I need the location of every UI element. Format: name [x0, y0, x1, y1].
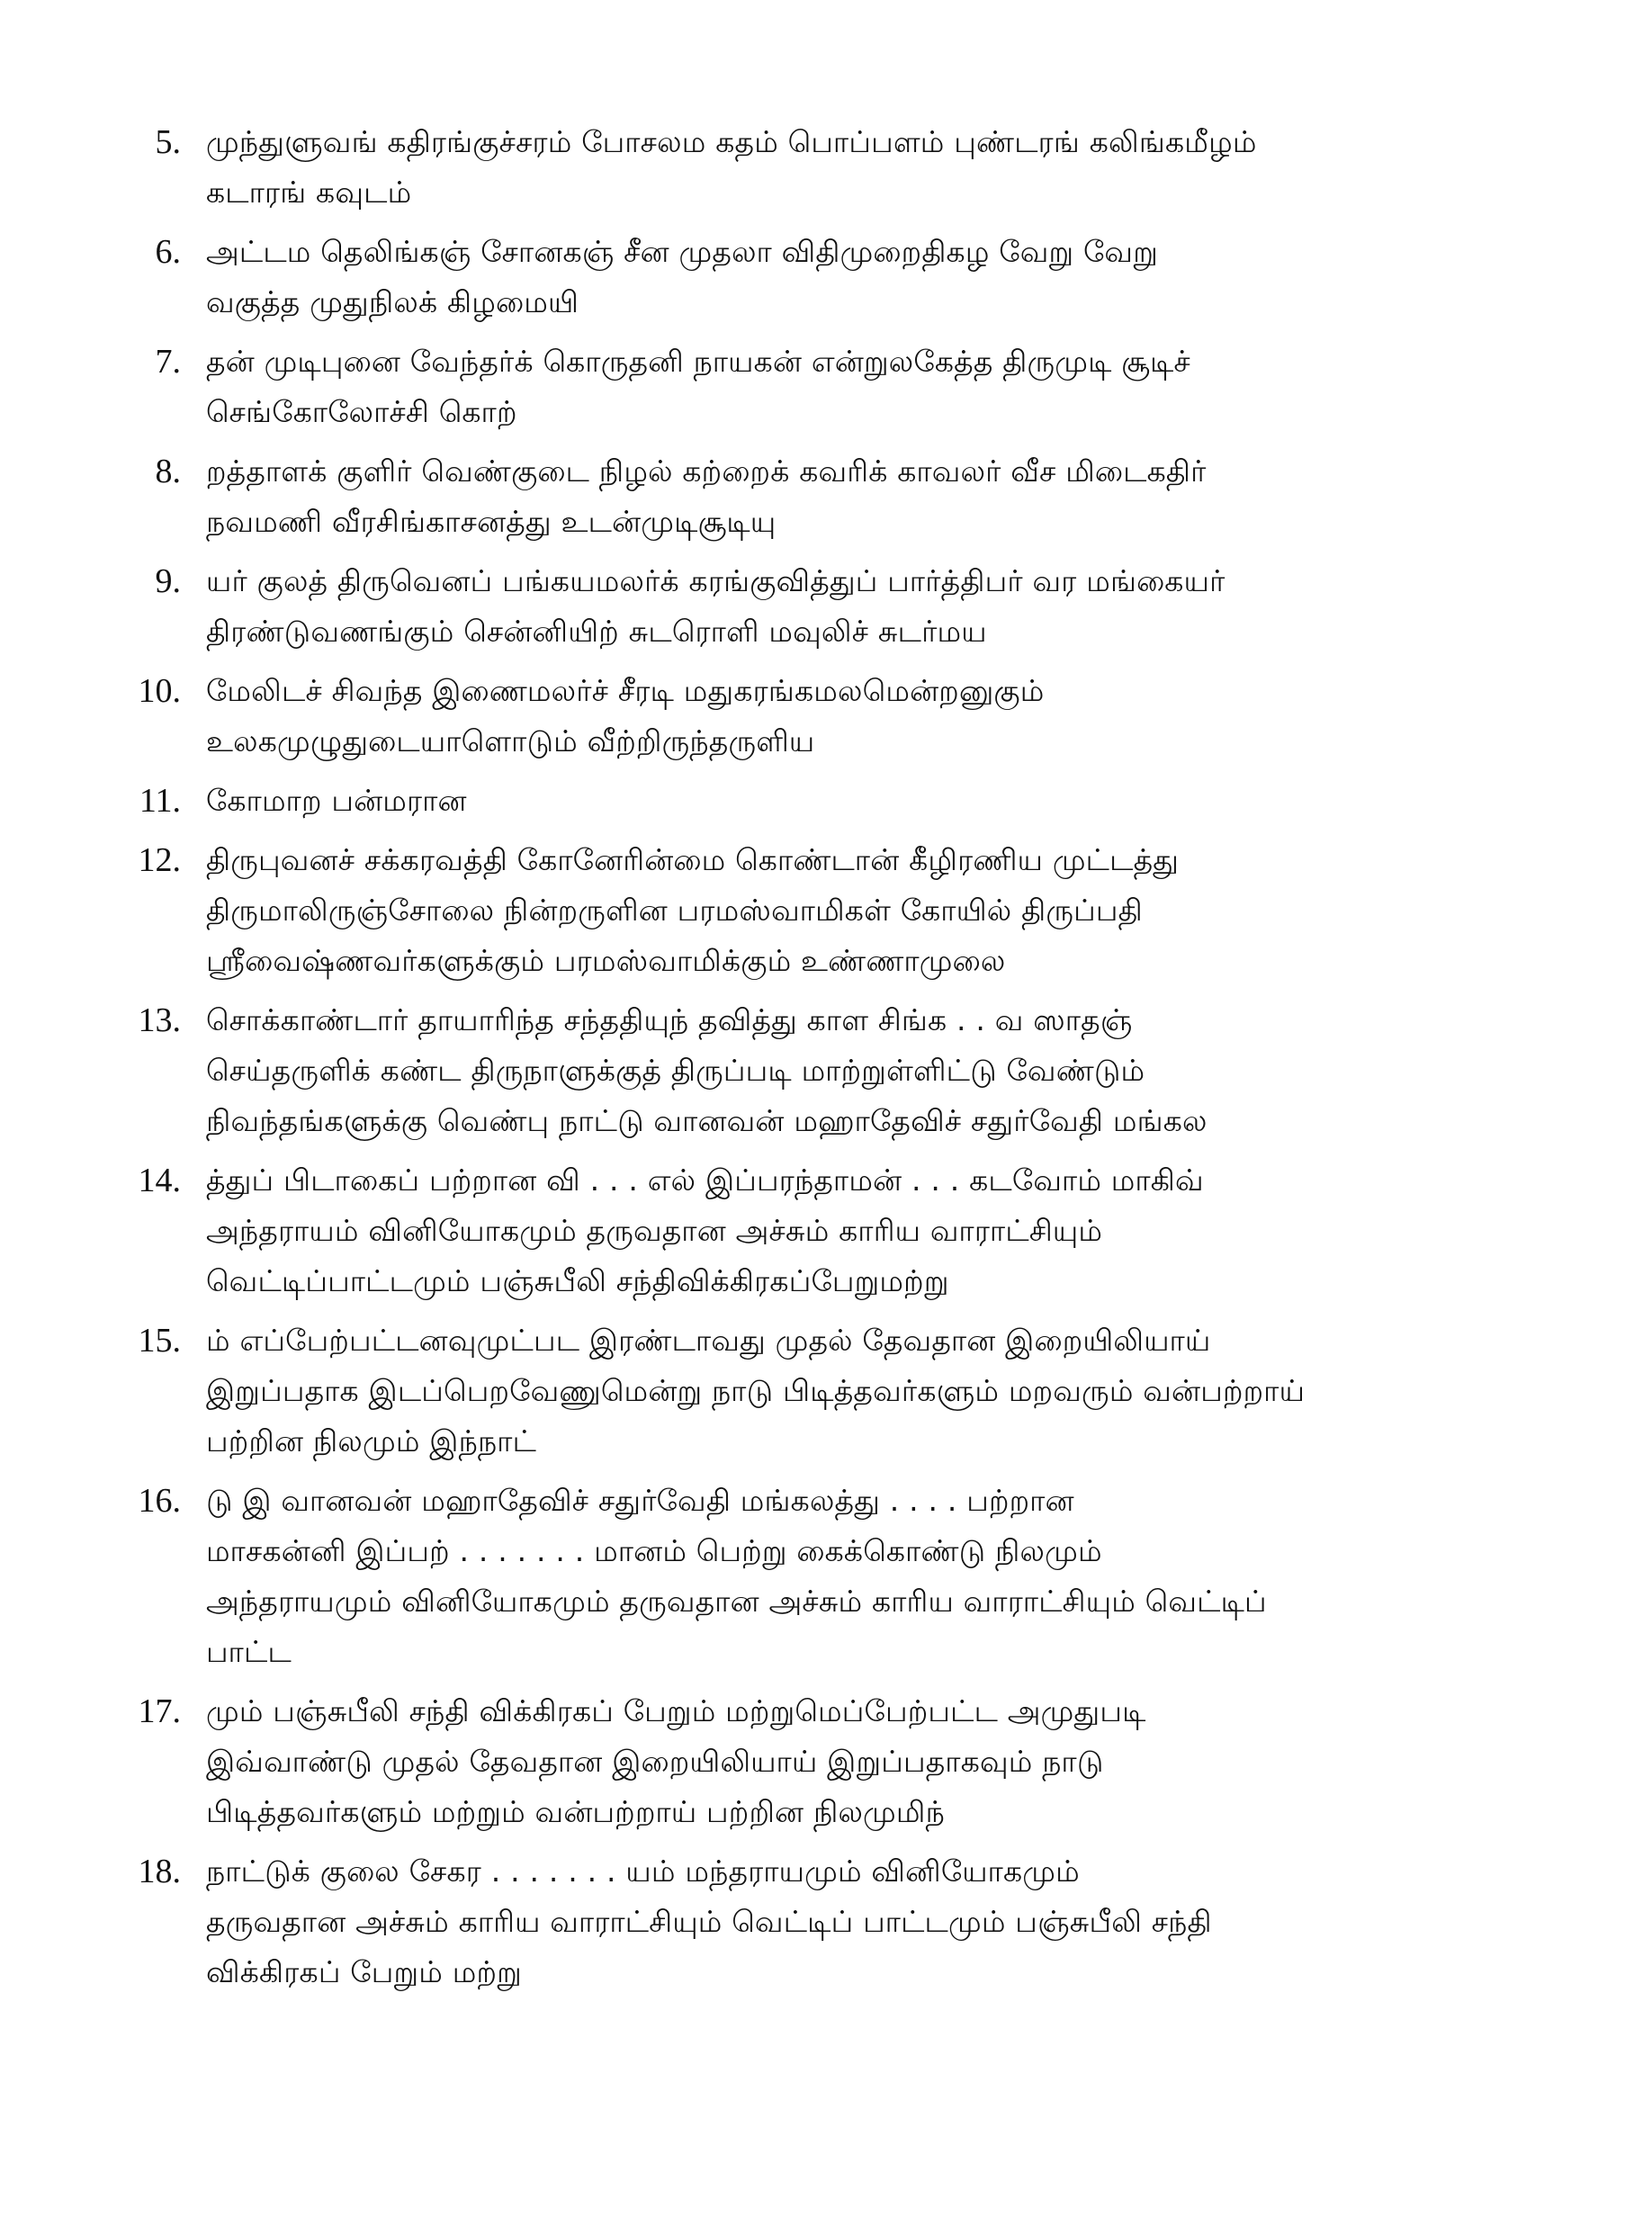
text-line: செங்கோலோச்சி கொற்	[206, 394, 517, 429]
line-text	[206, 776, 1562, 826]
text-line: விக்கிரகப் பேறும் மற்று	[206, 1954, 522, 1989]
line-entry	[86, 1846, 1562, 1997]
line-text	[206, 835, 1562, 986]
text-line: வெட்டிப்பாட்டமும் பஞ்சுபீலி சந்திவிக்கிரகப்பேறுமற்று	[206, 1263, 949, 1298]
text-line: நாட்டுக் குலை சேகர . . . . . . . யம் மந்தராயமும் வினியோகமும்	[206, 1854, 1080, 1889]
text-line: அட்டம தெலிங்கஞ் சோனகஞ் சீன முதலா விதிமுறைதிகழ வேறு வேறு	[206, 234, 1158, 269]
line-entry	[86, 1155, 1562, 1306]
line-text	[206, 1686, 1562, 1837]
text-line: நவமணி வீரசிங்காசனத்து உடன்முடிசூடியு	[206, 504, 777, 539]
line-text	[206, 117, 1562, 218]
text-line: உலகமுழுதுடையாளொடும் வீற்றிருந்தருளிய	[206, 723, 815, 758]
text-line: த்துப் பிடாகைப் பற்றான வி . . . எல் இப்பரந்தாமன் . . . கடவோம் மாகிவ்	[206, 1162, 1204, 1198]
line-number: 15.	[138, 1322, 181, 1360]
line-text	[206, 227, 1562, 328]
line-entry	[86, 227, 1562, 328]
text-line: ஸ்ரீவைஷ்ணவர்களுக்கும் பரமஸ்வாமிக்கும் உண்ணாமுலை	[206, 943, 1006, 978]
line-number: 7.	[155, 343, 181, 381]
text-line: மேலிடச் சிவந்த இணைமலர்ச் சீரடி மதுகரங்கமலமென்றனுகும்	[206, 673, 1045, 708]
line-entry	[86, 337, 1562, 437]
line-number: 12.	[138, 841, 181, 879]
line-number: 18.	[138, 1853, 181, 1890]
line-number: 10.	[138, 672, 181, 710]
line-number: 13.	[138, 1001, 181, 1039]
line-number: 5.	[155, 123, 181, 161]
line-text	[206, 1315, 1562, 1467]
line-number: 17.	[138, 1692, 181, 1730]
line-entry	[86, 446, 1562, 547]
text-line: திருபுவனச் சக்கரவத்தி கோனேரின்மை கொண்டான் கீழிரணிய முட்டத்து	[206, 842, 1180, 877]
line-entry	[86, 556, 1562, 657]
text-line: தருவதான அச்சும் காரிய வாராட்சியும் வெட்டிப் பாட்டமும் பஞ்சுபீலி சந்தி	[206, 1904, 1212, 1939]
text-line: வகுத்த முதுநிலக் கிழமையி	[206, 284, 579, 319]
text-line: முந்துளுவங் கதிரங்குச்சரம் போசலம கதம் பொப்பளம் புண்டரங் கலிங்கமீழம்	[206, 124, 1257, 159]
line-entry	[86, 1686, 1562, 1837]
line-number: 14.	[138, 1162, 181, 1199]
line-entry	[86, 995, 1562, 1146]
text-line: இவ்வாண்டு முதல் தேவதான இறையிலியாய் இறுப்பதாகவும் நாடு	[206, 1744, 1104, 1779]
line-number: 9.	[155, 562, 181, 600]
text-line: பாட்ட	[206, 1634, 292, 1669]
line-text	[206, 1155, 1562, 1306]
line-entry	[86, 1476, 1562, 1677]
text-line: சொக்காண்டார் தாயாரிந்த சந்ததியுந் தவித்து காள சிங்க . . வ ஸாதஞ்	[206, 1002, 1133, 1037]
text-line: மும் பஞ்சுபீலி சந்தி விக்கிரகப் பேறும் மற்றுமெப்பேற்பட்ட அமுதுபடி	[206, 1693, 1146, 1728]
text-line: அந்தராயமும் வினியோகமும் தருவதான அச்சும் காரிய வாராட்சியும் வெட்டிப்	[206, 1584, 1267, 1619]
line-text	[206, 995, 1562, 1146]
text-line: செய்தருளிக் கண்ட திருநாளுக்குத் திருப்படி மாற்றுள்ளிட்டு வேண்டும்	[206, 1053, 1145, 1088]
text-line: றத்தாளக் குளிர் வெண்குடை நிழல் கற்றைக் கவரிக் காவலர் வீச மிடைகதிர்	[206, 453, 1207, 489]
text-line: கோமாற பன்மரான	[206, 783, 467, 818]
text-line: பற்றின நிலமும் இந்நாட்	[206, 1423, 537, 1459]
text-line: திருமாலிருஞ்சோலை நின்றருளின பரமஸ்வாமிகள் கோயில் திருப்பதி	[206, 893, 1143, 928]
line-text	[206, 446, 1562, 547]
text-line: அந்தராயம் வினியோகமும் தருவதான அச்சும் காரிய வாராட்சியும்	[206, 1213, 1103, 1248]
line-number: 16.	[138, 1482, 181, 1520]
line-number: 6.	[155, 233, 181, 271]
text-line: திரண்டுவணங்கும் சென்னியிற் சுடரொளி மவுலிச் சுடர்மய	[206, 614, 987, 649]
line-entry	[86, 835, 1562, 986]
line-text	[206, 1846, 1562, 1997]
inscription-lines	[86, 117, 1562, 2006]
text-line: இறுப்பதாக இடப்பெறவேணுமென்று நாடு பிடித்தவர்களும் மறவரும் வன்பற்றாய்	[206, 1373, 1306, 1408]
text-line: தன் முடிபுனை வேந்தர்க் கொருதனி நாயகன் என்றுலகேத்த திருமுடி சூடிச்	[206, 344, 1190, 379]
text-line: மாசகன்னி இப்பற் . . . . . . . மானம் பெற்று கைக்கொண்டு நிலமும்	[206, 1533, 1102, 1568]
line-text	[206, 556, 1562, 657]
text-line: கடாரங் கவுடம்	[206, 175, 412, 210]
line-text	[206, 337, 1562, 437]
text-line: நிவந்தங்களுக்கு வெண்பு நாட்டு வானவன் மஹாதேவிச் சதுர்வேதி மங்கல	[206, 1103, 1208, 1138]
line-entry	[86, 776, 1562, 826]
line-entry	[86, 1315, 1562, 1467]
text-line: பிடித்தவர்களும் மற்றும் வன்பற்றாய் பற்றின நிலமுமிந்	[206, 1794, 945, 1829]
line-text	[206, 666, 1562, 767]
line-entry	[86, 666, 1562, 767]
line-number: 11.	[139, 782, 181, 820]
line-text	[206, 1476, 1562, 1677]
text-line: யர் குலத் திருவெனப் பங்கயமலர்க் கரங்குவித்துப் பார்த்திபர் வர மங்கையர்	[206, 563, 1226, 598]
line-number: 8.	[155, 453, 181, 490]
text-line: டு இ வானவன் மஹாதேவிச் சதுர்வேதி மங்கலத்து . . . . பற்றான	[206, 1483, 1074, 1518]
line-entry	[86, 117, 1562, 218]
text-line: ம் எப்பேற்பட்டனவுமுட்பட இரண்டாவது முதல் தேவதான இறையிலியாய்	[206, 1323, 1211, 1358]
